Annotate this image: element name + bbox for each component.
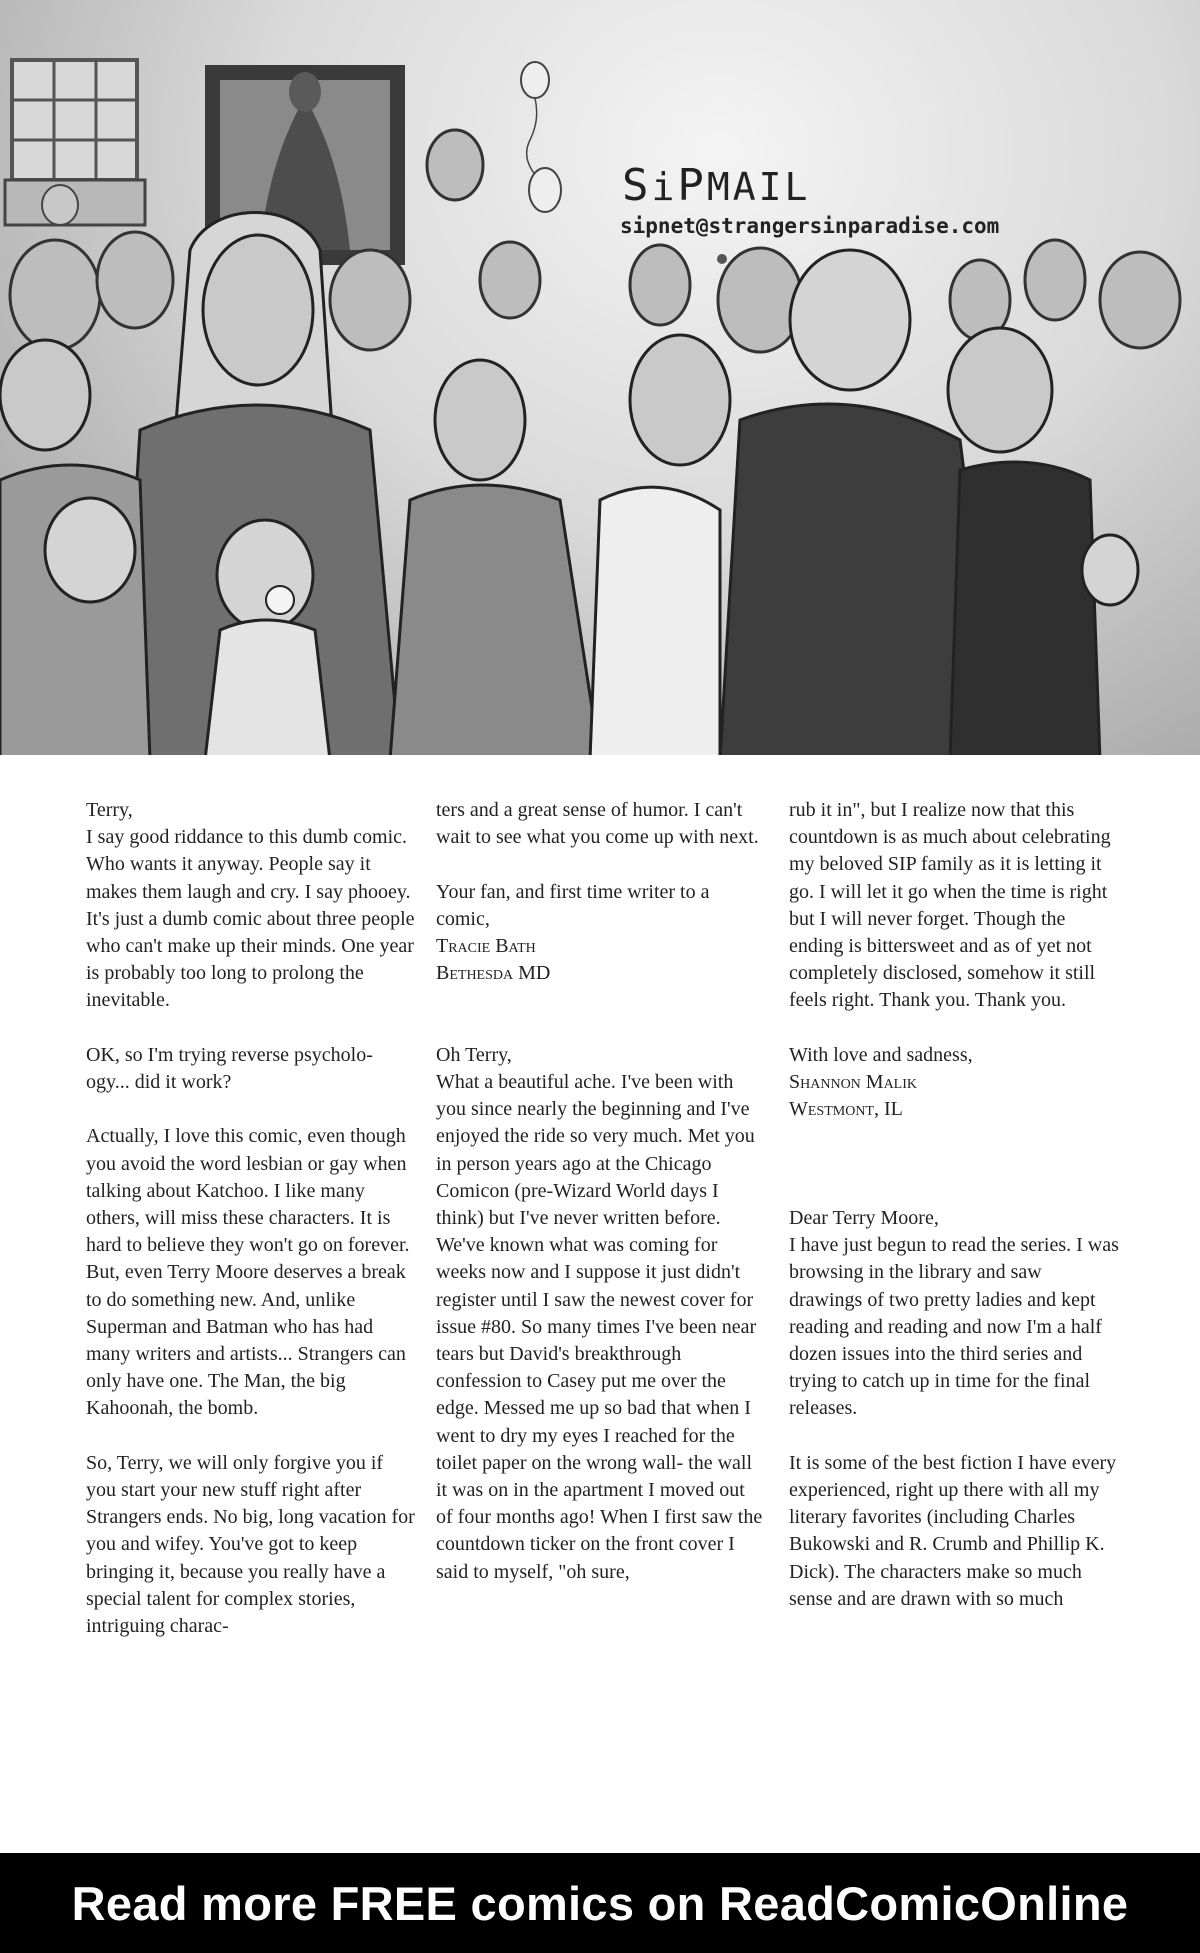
header-illustration bbox=[0, 0, 1200, 760]
page-title: SiPMAIL bbox=[622, 160, 811, 211]
letter-salutation: Dear Terry Moore, bbox=[789, 1207, 939, 1230]
letter-paragraph: Actually, I love this comic, even though you avoid the word lesbian or gay when talking about Katchoo. I like many others, will miss these characters. It is hard to believe they won't go on forever. But, even Terry Moore deserves a break to do something new. And, unlike Superman and Batman who has had many writers and artists... Strangers can only have one. The Man, the big Kahoonah, the bomb. bbox=[86, 1125, 410, 1420]
letter-paragraph: What a beautiful ache. I've been with you since nearly the beginning and I've enjoyed the ride so very much. Met you in person years ago at the Chicago Comicon (pre-Wizard World days I think) but I've never written before. We've known what was coming for weeks now and I suppose it just didn't register until I saw the newest cover for issue #80. So many times I've been near tears but David's breakthrough confession to Casey put me over the edge. Messed me up so bad that when I went to dry my eyes I reached for the toilet paper on the wrong wall- the wall it was on in the apartment I moved out of four months ago! When I first saw the countdown ticker on the front cover I said to myself, "oh sure, bbox=[436, 1071, 763, 1583]
contact-email: sipnet@strangersinparadise.com bbox=[620, 214, 1000, 238]
crowd-illustration bbox=[0, 0, 1200, 760]
letter-salutation: Terry, bbox=[86, 799, 133, 821]
letter-salutation: Oh Terry, bbox=[436, 1043, 512, 1066]
letter-signoff: With love and sadness, bbox=[789, 1043, 973, 1066]
letter-signature-name: Tracie Bath bbox=[436, 935, 536, 957]
letter-paragraph: ters and a great sense of humor. I can't wait to see what you come up with next. bbox=[436, 799, 759, 849]
letters-column-2 bbox=[436, 797, 766, 1586]
letter-paragraph: rub it in", but I realize now that this countdown is as much about celebrating my beloved SIP family as it is letting it go. I will let it go when the time is right but I will never forget. Though the ending is bittersweet and as of yet not completely disclosed, somehow it still feels right. Thank you. Thank you. bbox=[789, 799, 1111, 1012]
letter-paragraph: It is some of the best fiction I have every experienced, right up there with all my literary favorites (including Charles Bukowski and R. Crumb and Phillip K. Dick). The characters make so much sense and are drawn with so much bbox=[789, 1451, 1117, 1610]
letter-paragraph: I have just begun to read the series. I was browsing in the library and saw drawings of two pretty ladies and kept reading and reading and now I'm a half dozen issues into the third series and trying to catch up in time for the final releases. bbox=[789, 1234, 1119, 1420]
letter-signature-name: Shannon Malik bbox=[789, 1071, 918, 1094]
letters-column-3 bbox=[789, 797, 1119, 1613]
letter-paragraph: So, Terry, we will only forgive you if you start your new stuff right after Strangers ends. No big, long vacation for you and wifey. You've got to keep bringing it, because you really have a special talent for complex stories, intriguing charac- bbox=[86, 1451, 415, 1638]
promo-footer-text[interactable]: Read more FREE comics on ReadComicOnline bbox=[71, 1876, 1129, 1930]
letter-paragraph: OK, so I'm trying reverse psycholo- ogy... did it work? bbox=[86, 1043, 373, 1094]
promo-footer-banner[interactable] bbox=[0, 1853, 1200, 1953]
letter-signature-location: Westmont, IL bbox=[789, 1098, 903, 1121]
letters-column-1 bbox=[86, 797, 416, 1640]
letter-paragraph: I say good riddance to this dumb comic. Who wants it anyway. People say it makes them laugh and cry. I say phooey. It's just a dumb comic about three people who can't make up their minds. One year is probably too long to prolong the inevitable. bbox=[86, 826, 415, 1012]
letter-signoff: Your fan, and first time writer to a comic, bbox=[436, 880, 710, 930]
letter-signature-location: Bethesda MD bbox=[436, 962, 551, 985]
